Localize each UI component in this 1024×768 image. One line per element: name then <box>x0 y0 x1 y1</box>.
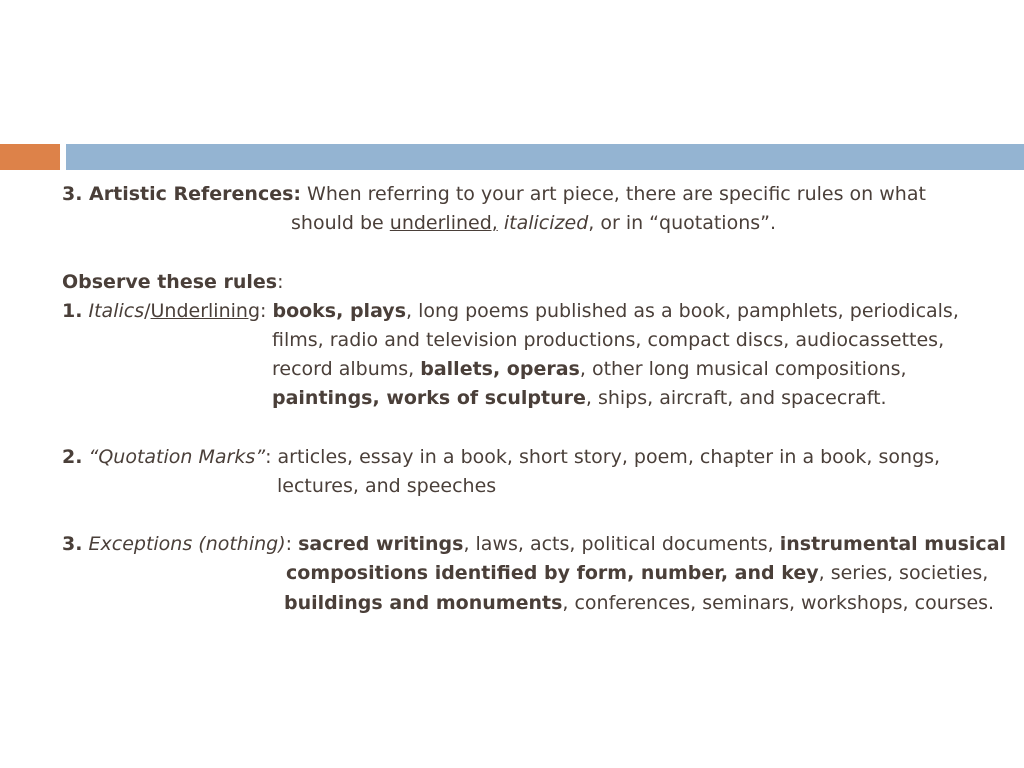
rule-1-line-2: films, radio and television productions, compact discs, audiocassettes, <box>272 328 945 351</box>
accent-bar-orange <box>0 144 60 170</box>
rule-1-line-1: 1. Italics/Underlining: books, plays, long poems published as a book, pamphlets, periodicals, <box>62 299 959 322</box>
rule-3-line-3: buildings and monuments, conferences, seminars, workshops, courses. <box>284 591 995 614</box>
section-heading: 3. Artistic References: <box>62 183 302 205</box>
rule-3-line-2: compositions identified by form, number, and key, series, societies, <box>286 562 989 585</box>
observe-rules-heading: Observe these rules: <box>62 270 284 293</box>
rule-2-line-1: 2. “Quotation Marks”: articles, essay in a book, short story, poem, chapter in a book, songs, <box>62 445 941 468</box>
accent-bar-blue <box>66 144 1024 170</box>
section-intro-line-2: should be underlined, italicized, or in “quotations”. <box>291 212 777 235</box>
rule-2-line-2: lectures, and speeches <box>277 474 497 497</box>
rule-1-line-4: paintings, works of sculpture, ships, aircraft, and spacecraft. <box>272 387 887 410</box>
rule-3-line-1: 3. Exceptions (nothing): sacred writings, laws, acts, political documents, instrumental musical <box>62 533 1007 556</box>
section-intro-line-1: 3. Artistic References: When referring to your art piece, there are specific rules on what <box>62 183 926 205</box>
rule-1-line-3: record albums, ballets, operas, other long musical compositions, <box>272 358 907 381</box>
slide-body <box>62 180 1012 618</box>
